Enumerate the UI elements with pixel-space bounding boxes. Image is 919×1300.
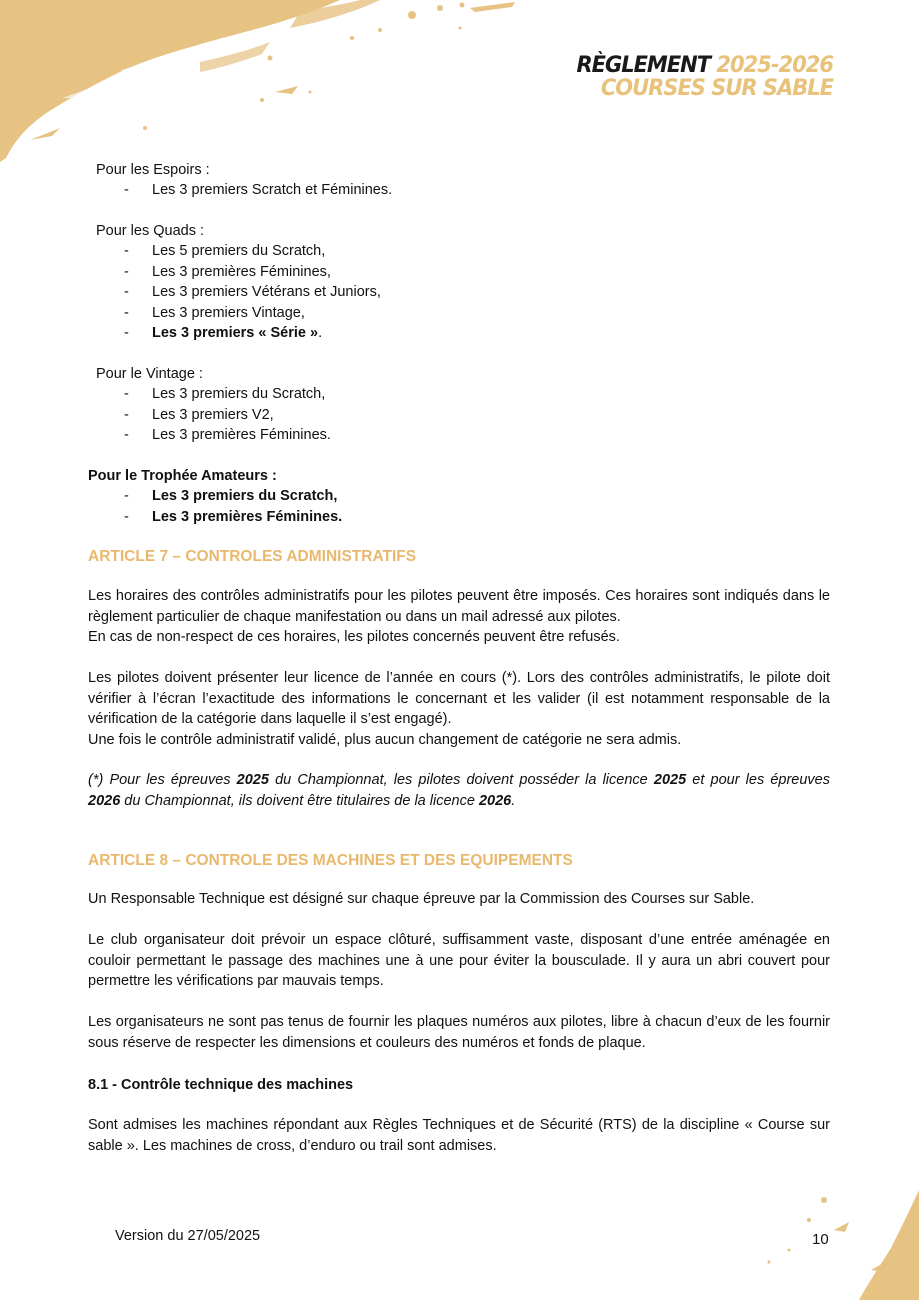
article7-paragraph-2: [88, 668, 830, 750]
brand-subtitle: COURSES SUR SABLE: [600, 74, 833, 101]
bold-item: Les 3 premiers « Série »: [152, 325, 319, 341]
article8-paragraph-3: Les organisateurs ne sont pas tenus de fournir les plaques numéros aux pilotes, libre à chacun d’eux de les fournir sous réserve de respecter les dimensions et couleurs des numéros et fonds de plaque.: [88, 1014, 830, 1051]
bullet-dash: -: [124, 284, 129, 300]
note-year: 2025: [236, 772, 269, 788]
list-item: Les 5 premiers du Scratch,: [152, 243, 326, 259]
bullet-dash: -: [124, 386, 129, 402]
article8-paragraph-2: Le club organisateur doit prévoir un espace clôturé, suffisamment vaste, disposant d’une entrée aménagée en couloir permettant le passage des machines une à une pour éviter la bousculade. Il y aura un abri couvert pour permettre les vérifications par mauvais temps.: [88, 932, 830, 989]
list-item: Les 3 premiers du Scratch,: [152, 386, 326, 402]
licence-footnote: [88, 770, 830, 811]
bullet-dash: -: [124, 243, 129, 259]
article8-paragraph-4: Sont admises les machines répondant aux Règles Techniques et de Sécurité (RTS) de la discipline « Course sur sable ». Les machines de cross, d’enduro ou trail sont admises.: [88, 1117, 830, 1154]
list-item: Les 3 premiers Vétérans et Juniors,: [152, 284, 381, 300]
list-item: [152, 323, 322, 343]
item-suffix: .: [318, 325, 323, 341]
list-item: Les 3 premières Féminines.: [152, 427, 331, 443]
bullet-dash: -: [124, 182, 129, 198]
section-8-1-heading: 8.1 - Contrôle technique des machines: [88, 1077, 354, 1093]
list-item: Les 3 premiers V2,: [152, 407, 274, 423]
bullet-dash: -: [124, 325, 129, 341]
note-year: 2026: [88, 792, 121, 809]
list-item: Les 3 premiers Vintage,: [152, 305, 305, 321]
sand-brush-decoration: [0, 0, 530, 170]
paragraph-text: En cas de non-respect de ces horaires, les pilotes concernés peuvent être refusés.: [88, 629, 620, 645]
paragraph-text: Les horaires des contrôles administratifs pour les pilotes peuvent être imposés. Ces horaires sont indiqués dans le règlement particulier de chaque manifestation ou dans un mail adressé aux pilotes.: [88, 588, 830, 625]
bullet-dash: -: [124, 509, 129, 525]
bullet-dash: -: [124, 407, 129, 423]
bullet-dash: -: [124, 427, 129, 443]
note-text: du Championnat, ils doivent être titulaires de la licence: [120, 792, 479, 809]
note-text: (*) Pour les épreuves: [88, 772, 237, 788]
brand-reglement: RÈGLEMENT: [576, 51, 711, 78]
sand-brush-decoration-bottom: [749, 1190, 919, 1300]
version-footer: Version du 27/05/2025: [115, 1228, 261, 1244]
note-text: et pour les épreuves: [686, 772, 830, 788]
note-text: .: [511, 792, 516, 809]
article8-paragraph-1: Un Responsable Technique est désigné sur chaque épreuve par la Commission des Courses sur Sable.: [88, 891, 755, 907]
brand-season: 2025-2026: [716, 51, 833, 78]
note-text: du Championnat, les pilotes doivent posséder la licence: [268, 772, 654, 788]
document-brand-title: [576, 53, 833, 99]
paragraph-text: Une fois le contrôle administratif validé, plus aucun changement de catégorie ne sera admis.: [88, 731, 682, 748]
espoirs-title: Pour les Espoirs :: [96, 162, 210, 178]
article8-heading: ARTICLE 8 – CONTROLE DES MACHINES ET DES EQUIPEMENTS: [88, 852, 573, 869]
article7-heading: ARTICLE 7 – CONTROLES ADMINISTRATIFS: [88, 548, 417, 565]
list-item: Les 3 premiers du Scratch,: [152, 488, 338, 504]
bullet-dash: -: [124, 264, 129, 280]
bullet-dash: -: [124, 305, 129, 321]
note-year: 2025: [653, 772, 687, 788]
list-item: Les 3 premiers Scratch et Féminines.: [152, 182, 393, 198]
list-item: Les 3 premières Féminines.: [152, 509, 343, 525]
page-number: 10: [812, 1231, 829, 1248]
bullet-dash: -: [124, 488, 129, 504]
list-item: Les 3 premières Féminines,: [152, 264, 331, 280]
note-year: 2026: [478, 792, 512, 809]
quads-title: Pour les Quads :: [96, 223, 204, 239]
amateurs-title: Pour le Trophée Amateurs :: [88, 468, 277, 484]
paragraph-text: Les pilotes doivent présenter leur licence de l’année en cours (*). Lors des contrôles administratifs, le pilote doit vérifier à l’écran l’exactitude des informations le concernant et les valider (il est notamment responsable de la vérification de la catégorie dans laquelle il s’est engagé).: [88, 670, 830, 727]
vintage-title: Pour le Vintage :: [96, 366, 203, 382]
article7-paragraph-1: [88, 586, 830, 648]
